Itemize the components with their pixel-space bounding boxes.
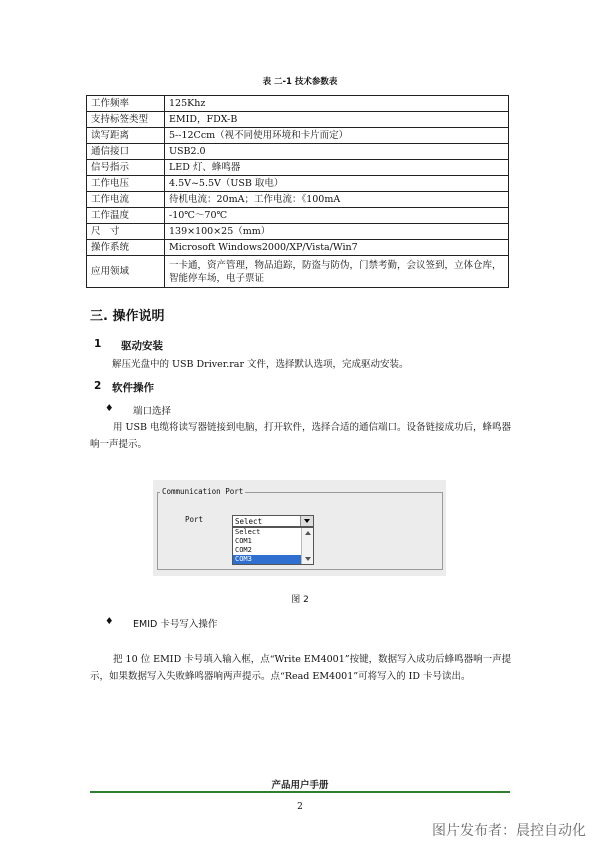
table-row	[87, 144, 509, 160]
param-name: 支持标签类型	[87, 112, 165, 128]
param-value: 139×100×25（mm）	[165, 224, 509, 240]
param-value: EMID，FDX-B	[165, 112, 509, 128]
bullet2-title: EMID 卡号写入操作	[133, 619, 218, 630]
bullet2-text: 把 10 位 EMID 卡号填入输入框，点“Write EM4001”按键，数据写入成功后蜂鸣器响一声提示，如果数据写入失败蜂鸣器响两声提示。点“Read EM4001”可将写入的 ID 卡号读出。	[90, 654, 512, 682]
sub1-number: 1	[94, 338, 102, 350]
option-select[interactable]: Select	[235, 528, 261, 536]
param-name: 操作系统	[87, 240, 165, 256]
bullet1-text: 用 USB 电缆将读写器链接到电脑，打开软件，选择合适的通信端口。设备链接成功后，蜂鸣器响一声提示。	[90, 422, 512, 450]
param-value: 125Khz	[165, 96, 509, 112]
footer-title: 产品用户手册	[271, 780, 329, 791]
dropdown-scrollbar[interactable]	[301, 528, 313, 564]
table-row	[87, 208, 509, 224]
param-name: 应用领域	[87, 256, 165, 288]
table-row	[87, 240, 509, 256]
param-name: 工作电流	[87, 192, 165, 208]
param-value: 一卡通，资产管理，物品追踪，防盗与防伪，门禁考勤，会议签到，立体仓库，智能停车场，电子票证	[165, 256, 509, 288]
sub1-title: 驱动安装	[121, 340, 163, 352]
param-value: Microsoft Windows2000/XP/Vista/Win7	[165, 240, 509, 256]
bullet-diamond-icon: ♦	[105, 403, 114, 414]
param-name: 信号指示	[87, 160, 165, 176]
port-select-value: Select	[235, 517, 263, 526]
group-title: Communication Port	[162, 487, 244, 496]
option-com1[interactable]: COM1	[235, 537, 252, 545]
param-name: 通信接口	[87, 144, 165, 160]
table-row	[87, 192, 509, 208]
table-caption: 表 二-1 技术参数表	[262, 77, 338, 87]
chevron-down-icon[interactable]	[300, 516, 313, 526]
param-value: 4.5V~5.5V（USB 取电）	[165, 176, 509, 192]
param-name: 尺 寸	[87, 224, 165, 240]
spec-table	[86, 95, 509, 288]
table-row	[87, 128, 509, 144]
table-row	[87, 256, 509, 288]
table-row	[87, 96, 509, 112]
section-heading: 三. 操作说明	[90, 309, 165, 324]
table-row	[87, 112, 509, 128]
bullet1-title: 端口选择	[133, 406, 172, 417]
bullet-diamond-icon: ♦	[105, 616, 114, 627]
sub2-title: 软件操作	[112, 382, 154, 394]
table-row	[87, 176, 509, 192]
scroll-down-icon[interactable]	[305, 557, 311, 561]
param-name: 工作温度	[87, 208, 165, 224]
param-name: 读写距离	[87, 128, 165, 144]
page-number: 2	[297, 802, 303, 812]
scroll-up-icon[interactable]	[305, 531, 311, 535]
option-com2[interactable]: COM2	[235, 546, 252, 554]
param-value: -10℃～70℃	[165, 208, 509, 224]
table-row	[87, 224, 509, 240]
sub1-text: 解压光盘中的 USB Driver.rar 文件，选择默认选项，完成驱动安装。	[112, 359, 409, 370]
param-value: USB2.0	[165, 144, 509, 160]
footer-divider	[90, 791, 510, 793]
figure-caption: 图 2	[291, 595, 309, 605]
table-row	[87, 160, 509, 176]
port-dropdown-list[interactable]	[232, 527, 314, 565]
param-name: 工作频率	[87, 96, 165, 112]
param-name: 工作电压	[87, 176, 165, 192]
sub2-number: 2	[94, 380, 102, 392]
param-value: LED 灯、蜂鸣器	[165, 160, 509, 176]
port-label: Port	[185, 515, 204, 524]
figure-screenshot	[153, 480, 446, 576]
param-value: 5--12Ccm（视不同使用环境和卡片而定）	[165, 128, 509, 144]
option-com3[interactable]: COM3	[233, 555, 303, 564]
watermark: 图片发布者：晨控自动化	[432, 823, 586, 839]
port-select[interactable]	[232, 515, 314, 527]
param-value: 待机电流：20mA；工作电流：《100mA	[165, 192, 509, 208]
